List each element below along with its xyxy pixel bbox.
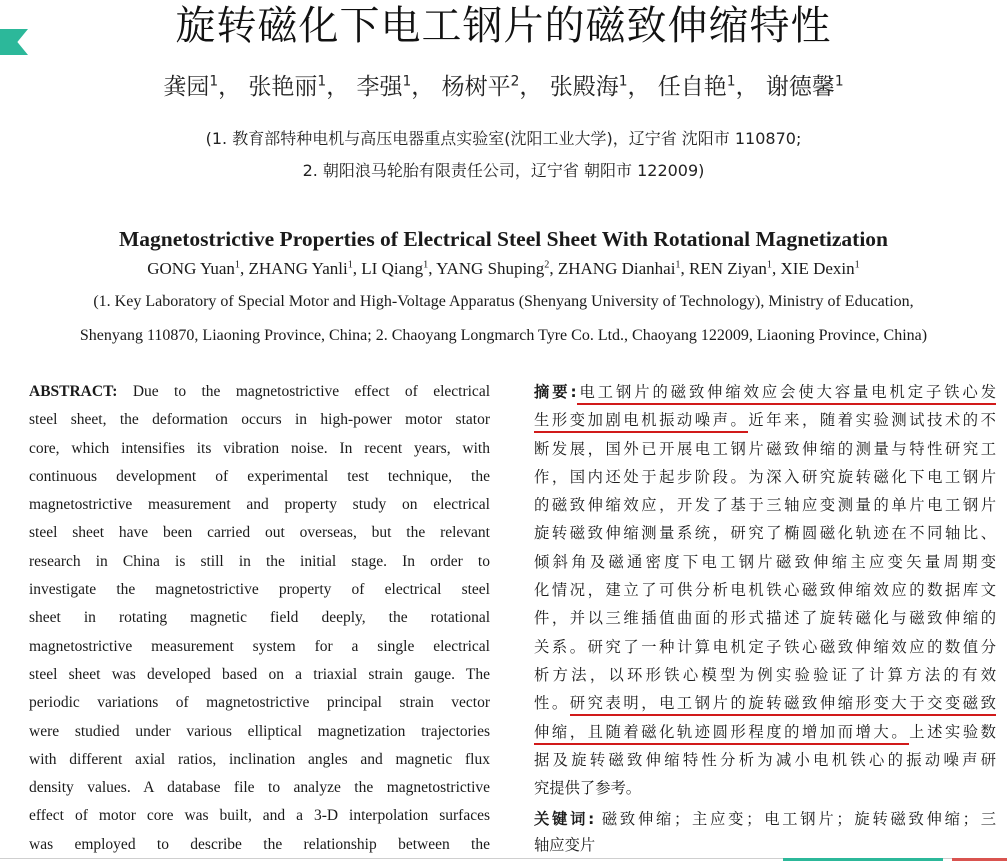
- abstract-en-line: magnetostrictive measurement and property study on electrical: [29, 496, 490, 514]
- abstract-en-line: research in China is still in the initial stage. In order to: [29, 552, 490, 570]
- abstract-cn-line: 据及旋转磁致伸缩特性分析为减小电机铁心的振动噪声研: [534, 750, 996, 769]
- abstract-cn-line: [534, 406, 996, 434]
- abstract-cn-line: 断发展，国外已开展电工钢片磁致伸缩的测量与特性研究工: [534, 439, 996, 458]
- abstract-cn-line: [534, 689, 996, 717]
- affiliation-cn-line-2: 2. 朝阳浪马轮胎有限责任公司，辽宁省 朝阳市 122009): [302, 161, 705, 180]
- abstract-en-line: steel sheet was developed based on a triaxial strain gauge. The: [29, 665, 490, 683]
- abstract-cn-line: 的磁致伸缩效应，开发了基于三轴应变测量的单片电工钢片: [534, 496, 996, 515]
- author-affiliation-mark: 1: [234, 259, 241, 271]
- abstract-cn-line: 倾斜角及磁通密度下电工钢片磁致伸缩主应变矢量周期变: [534, 552, 996, 571]
- highlighted-text: 研究表明，电工钢片的旋转磁致伸缩形变大于交变磁致: [570, 694, 996, 716]
- author-name: XIE Dexin: [780, 259, 855, 278]
- author-affiliation-mark: 1: [209, 73, 219, 90]
- abstract-en-line: effect of motor core was built, and a 3-D interpolation surfaces: [29, 807, 490, 825]
- author-list-en: GONG Yuan$^1$, ZHANG Yanli$^1$, LI Qiang$^1$, YANG Shuping$^2$, ZHANG Dianhai$^1$, REN Ziyan$^1$, XIE Dexin$^1$: [147, 259, 860, 278]
- abstract-cn-line: 关系。研究了一种计算电机定子铁心磁致伸缩效应的数值分: [534, 637, 996, 656]
- abstract-en-line: with different axial ratios, inclination angles and magnetic flux: [29, 750, 490, 768]
- highlighted-text: 电工钢片的磁致伸缩效应会使大容量电机定子铁心发: [577, 383, 996, 405]
- abstract-en-label: ABSTRACT:: [29, 383, 118, 400]
- abstract-cn-line: [534, 378, 996, 406]
- author-affiliation-mark: 1: [834, 73, 844, 90]
- author-affiliation-mark: 1: [402, 73, 412, 90]
- keywords-label: 关键词:: [534, 810, 595, 828]
- scroll-indicator-green: [783, 858, 943, 861]
- abstract-en-line: investigate the magnetostrictive property of electrical steel: [29, 581, 490, 599]
- paper-title-cn: 旋转磁化下电工钢片的磁致伸缩特性: [175, 3, 832, 49]
- author-affiliation-mark: 1: [317, 73, 327, 90]
- author-affiliation-mark: 1: [347, 259, 353, 271]
- abstract-cn-text: 性。: [534, 694, 570, 713]
- author-affiliation-mark: 1: [675, 259, 681, 271]
- abstract-cn: [534, 378, 996, 802]
- abstract-cn-line: 究提供了参考。: [534, 779, 642, 798]
- affiliation-cn-line-1: (1. 教育部特种电机与高压电器重点实验室(沈阳工业大学)，辽宁省 沈阳市 110870;: [205, 129, 802, 148]
- author-name: 龚园: [163, 74, 210, 100]
- author-name: ZHANG Dianhai: [557, 259, 676, 278]
- abstract-en-line: core, which intensifies its vibration noise. In recent years, with: [29, 439, 490, 457]
- abstract-en-line: density values. A database file to analyze the magnetostrictive: [29, 779, 490, 797]
- abstract-cn-line: 析方法，以环形铁心模型为例实验验证了计算方法的有效: [534, 665, 996, 684]
- abstract-en-line: continuous development of experimental test technique, the: [29, 467, 490, 485]
- author-name: REN Ziyan: [689, 259, 767, 278]
- abstract-en-line: were studied under various elliptical magnetization trajectories: [29, 722, 490, 740]
- author-affiliation-mark: 2: [510, 73, 520, 90]
- author-list-cn: 龚园$^1$， 张艳丽$^1$， 李强$^1$， 杨树平$^2$， 张殿海$^1$， 任自艳$^1$， 谢德馨$^1$: [163, 73, 844, 100]
- author-affiliation-mark: 1: [726, 73, 736, 90]
- author-name: 李强: [356, 74, 403, 100]
- abstract-en-line: [29, 378, 490, 406]
- scroll-indicator-red: [952, 858, 1007, 861]
- author-name: 杨树平: [441, 74, 511, 100]
- author-name: YANG Shuping: [436, 259, 545, 278]
- author-name: LI Qiang: [361, 259, 424, 278]
- author-name: 谢德馨: [765, 74, 835, 100]
- author-name: GONG Yuan: [147, 259, 235, 278]
- abstract-cn-text: 近年来，随着实验测试技术的不: [748, 411, 996, 430]
- keywords-line: 轴应变片: [534, 836, 596, 854]
- abstract-en: [29, 378, 490, 859]
- abstract-cn-label: 摘要:: [534, 383, 577, 401]
- keywords-cn: [534, 806, 996, 858]
- author-name: 张艳丽: [248, 74, 318, 100]
- author-name: 任自艳: [657, 74, 727, 100]
- highlighted-text: 伸缩，且随着磁化轨迹圆形程度的增加而增大。: [534, 723, 909, 745]
- abstract-en-line: sheet in rotating magnetic field deeply, the rotational: [29, 609, 490, 627]
- author-affiliation-mark: 1: [854, 259, 860, 271]
- author-name: 张殿海: [549, 74, 619, 100]
- abstract-en-line: steel sheet have been carried out overseas, but the relevant: [29, 524, 490, 542]
- affiliation-en-line-1: (1. Key Laboratory of Special Motor and High-Voltage Apparatus (Shenyang University of Technology), Ministry of Education,: [93, 293, 914, 310]
- keywords-text: 磁致伸缩；主应变；电工钢片；旋转磁致伸缩；三: [601, 810, 996, 828]
- paper-title-en: Magnetostrictive Properties of Electrical Steel Sheet With Rotational Magnetization: [118, 227, 889, 251]
- keywords-line: [534, 806, 996, 832]
- affiliation-en-line-2: Shenyang 110870, Liaoning Province, China; 2. Chaoyang Longmarch Tyre Co. Ltd., Chaoyang 122009, Liaoning Province, China): [79, 327, 928, 344]
- highlighted-text: 生形变加剧电机振动噪声。: [534, 411, 748, 433]
- abstract-cn-line: 化情况，建立了可供分析电机铁心磁致伸缩效应的数据库文: [534, 581, 996, 600]
- abstract-cn-text: 上述实验数: [909, 722, 996, 741]
- abstract-en-line: steel sheet, the deformation occurs in high-power motor stator: [29, 411, 490, 429]
- abstract-en-line: periodic variations of magnetostrictive principal strain vector: [29, 694, 490, 712]
- abstract-cn-line: 作，国内还处于起步阶段。为深入研究旋转磁化下电工钢片: [534, 467, 996, 486]
- abstract-en-text: Due to the magnetostrictive effect of electrical: [132, 383, 491, 400]
- author-affiliation-mark: 2: [544, 259, 550, 271]
- author-affiliation-mark: 1: [618, 73, 628, 90]
- abstract-cn-line: 旋转磁致伸缩测量系统，研究了椭圆磁化轨迹在不同轴比、: [534, 524, 996, 543]
- author-affiliation-mark: 1: [766, 259, 773, 271]
- author-affiliation-mark: 1: [423, 259, 429, 271]
- author-name: ZHANG Yanli: [248, 259, 348, 278]
- abstract-cn-line: 件，并以三维插值曲面的形式描述了旋转磁化与磁致伸缩的: [534, 609, 996, 628]
- abstract-en-line: was employed to describe the relationship between the: [29, 835, 490, 853]
- abstract-cn-line: [534, 718, 996, 746]
- abstract-en-line: magnetostrictive measurement system for a single electrical: [29, 637, 490, 655]
